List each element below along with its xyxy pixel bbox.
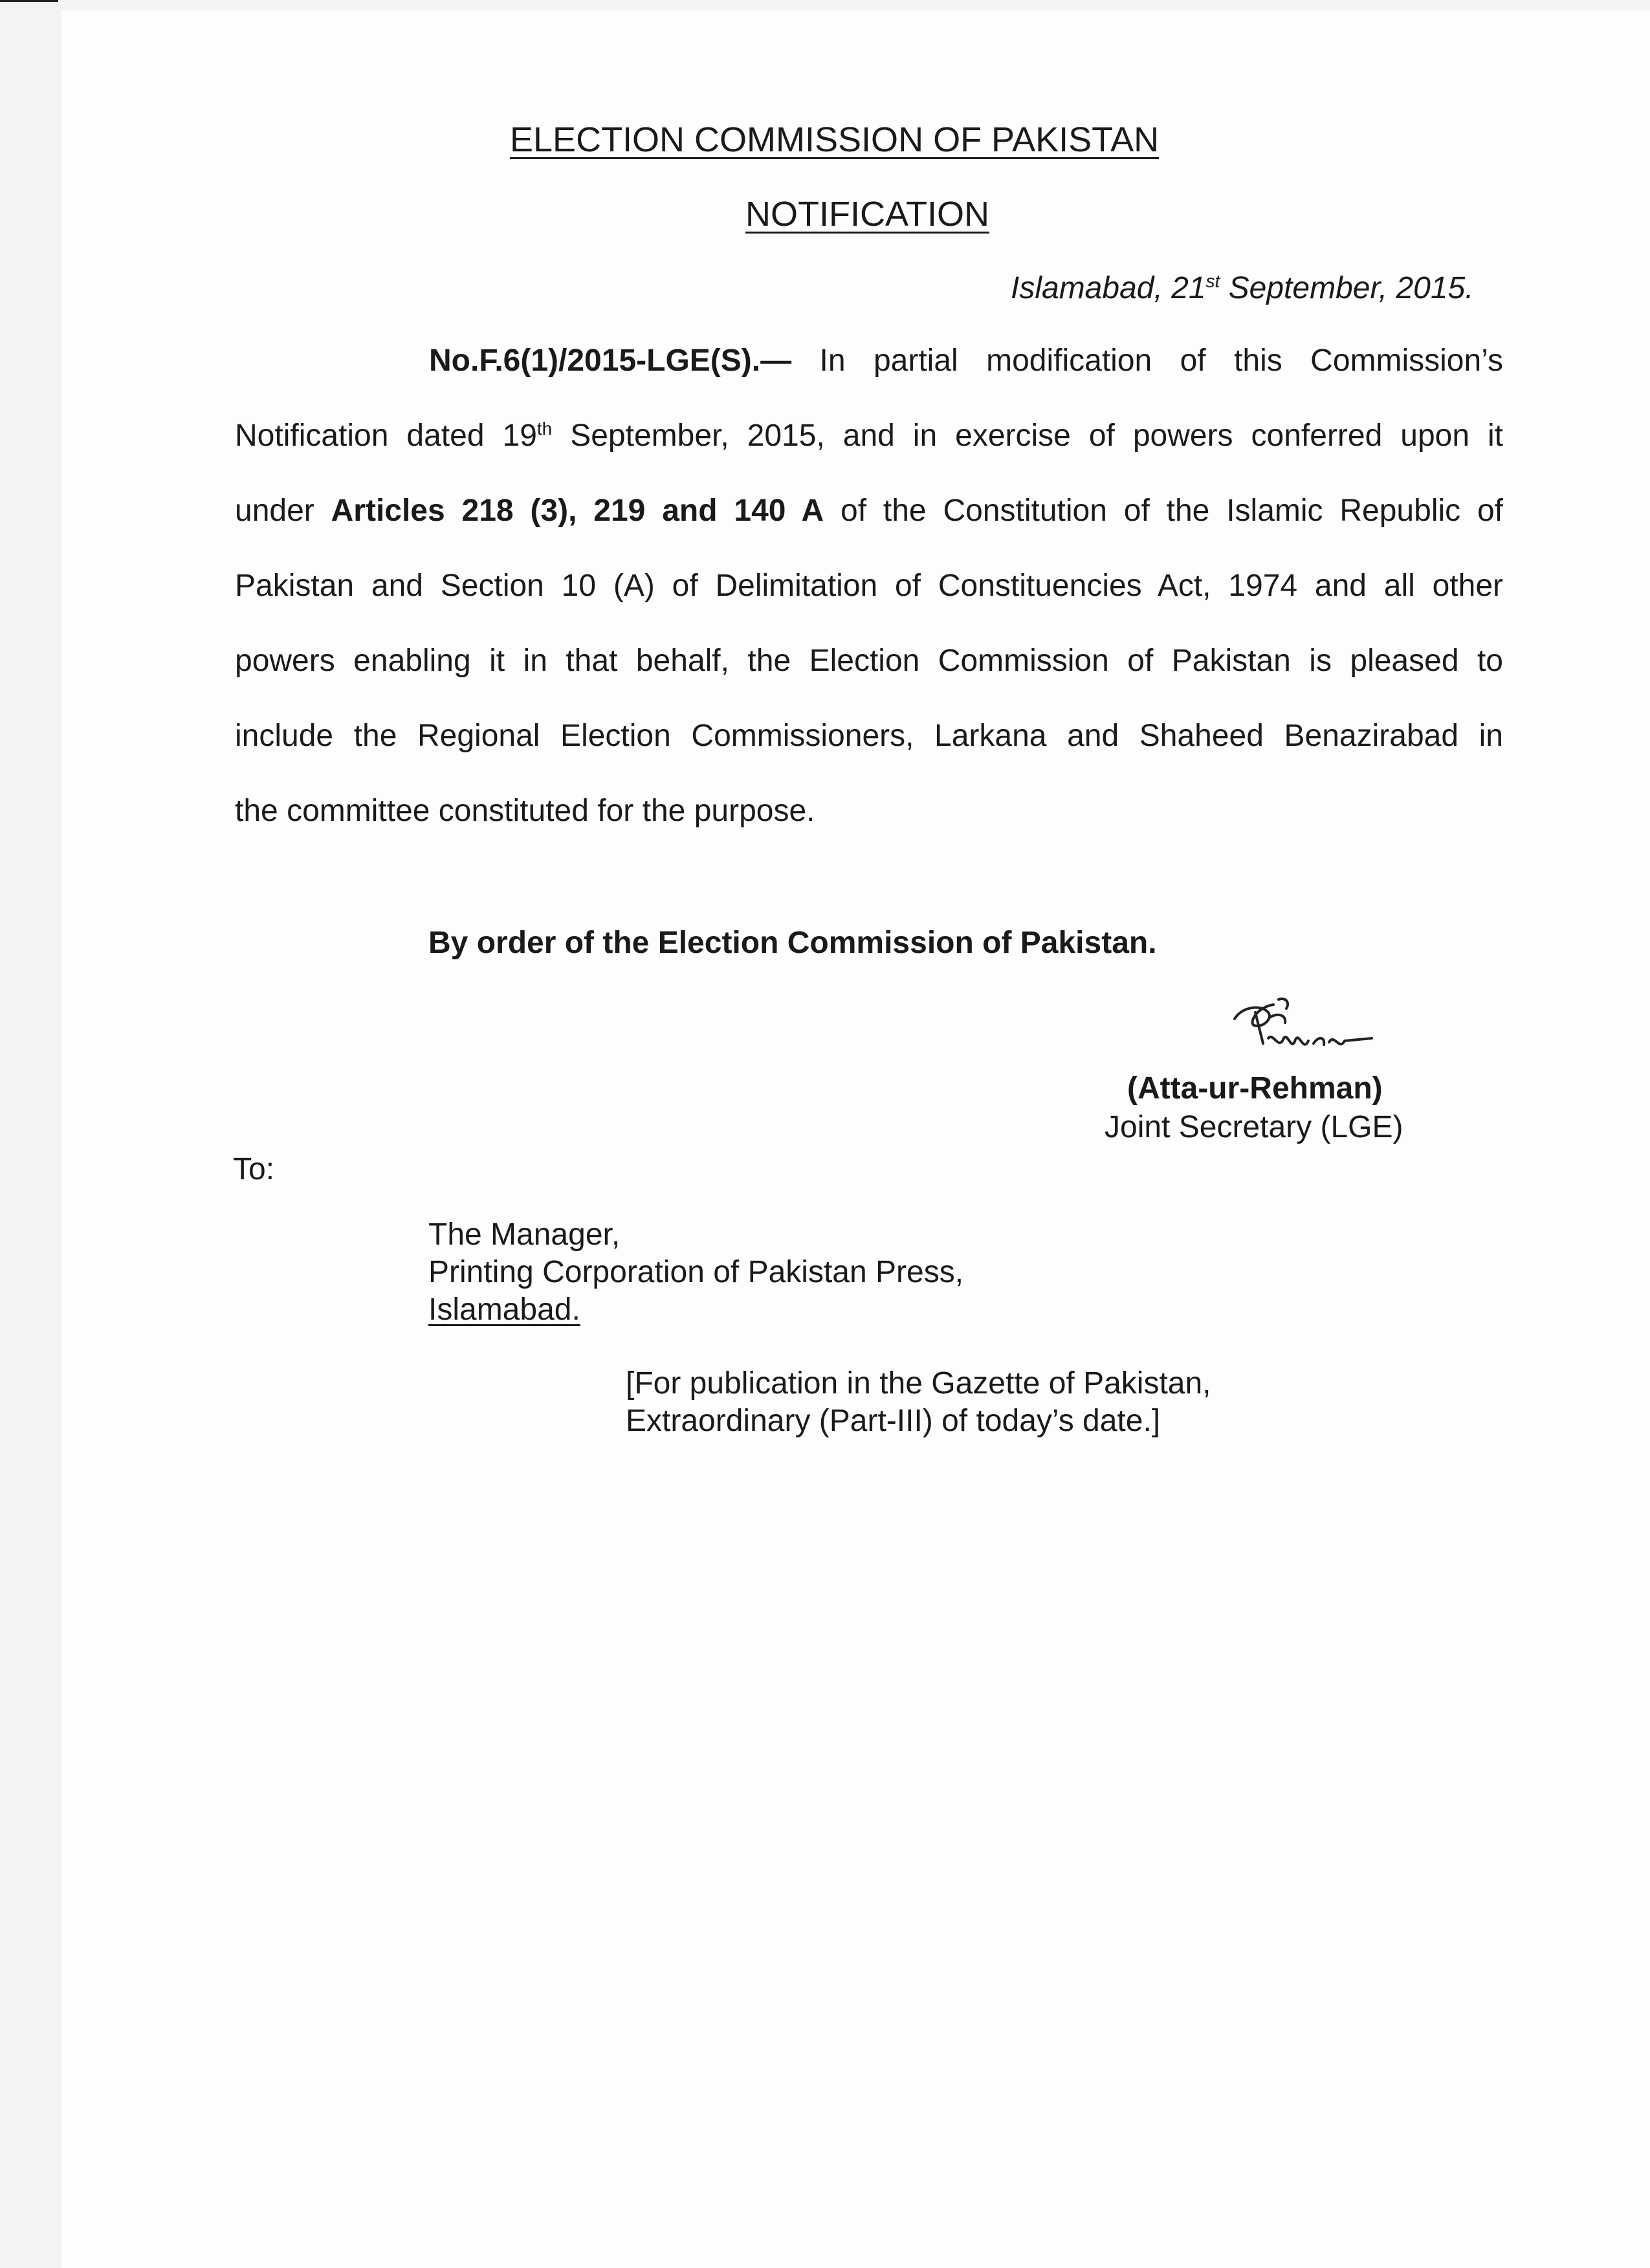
reference-number: No.F.6(1)/2015-LGE(S).—: [429, 343, 792, 378]
body-line-2-a: Notification dated 19: [235, 419, 537, 453]
body-line-2-b: September, 2015, and in exercise of powers conferred upon it: [552, 419, 1504, 453]
signatory-designation: Joint Secretary (LGE): [1105, 1110, 1403, 1144]
dateline-place: Islamabad, 21: [1011, 271, 1206, 305]
body-line-2-ordinal: th: [536, 419, 553, 439]
recipient-line-2: Printing Corporation of Pakistan Press,: [428, 1255, 964, 1289]
articles-reference: Articles 218 (3), 219 and 140 A: [331, 494, 824, 528]
scan-edge-mark: [0, 0, 58, 2]
body-line-2: [235, 398, 1503, 474]
handwritten-signature: [1223, 993, 1378, 1077]
recipient-line-3: Islamabad.: [428, 1292, 580, 1327]
dateline: [1011, 270, 1474, 306]
body-line-3-a: under: [235, 494, 331, 528]
publication-note: [626, 1365, 1211, 1440]
body-line-3-b: of the Constitution of the Islamic Republic of: [824, 494, 1504, 528]
body-line-3: [235, 474, 1503, 549]
to-label: To:: [233, 1152, 275, 1186]
organization-title: ELECTION COMMISSION OF PAKISTAN: [510, 120, 1160, 159]
dateline-ordinal: st: [1205, 271, 1220, 291]
publication-note-line-1: [For publication in the Gazette of Pakistan,: [626, 1366, 1211, 1401]
body-line-1-text: In partial modification of this Commission’s: [791, 343, 1503, 378]
notification-body: [235, 323, 1503, 849]
notification-title: NOTIFICATION: [745, 195, 989, 234]
recipient-line-1: The Manager,: [428, 1217, 621, 1252]
body-line-1: [235, 323, 1503, 398]
body-line-4: Pakistan and Section 10 (A) of Delimitation of Constituencies Act, 1974 and all other: [235, 569, 1503, 603]
signatory-name: (Atta-ur-Rehman): [1127, 1071, 1383, 1106]
recipient-address: [428, 1216, 963, 1329]
body-line-6: include the Regional Election Commissioners, Larkana and Shaheed Benazirabad in: [235, 719, 1503, 753]
body-line-5: powers enabling it in that behalf, the Election Commission of Pakistan is pleased to: [235, 644, 1503, 678]
body-line-7: the committee constituted for the purpose.: [235, 794, 815, 828]
publication-note-line-2: Extraordinary (Part-III) of today’s date.]: [626, 1404, 1161, 1438]
order-line: By order of the Election Commission of Pakistan.: [428, 926, 1157, 960]
dateline-rest: September, 2015.: [1220, 271, 1474, 305]
